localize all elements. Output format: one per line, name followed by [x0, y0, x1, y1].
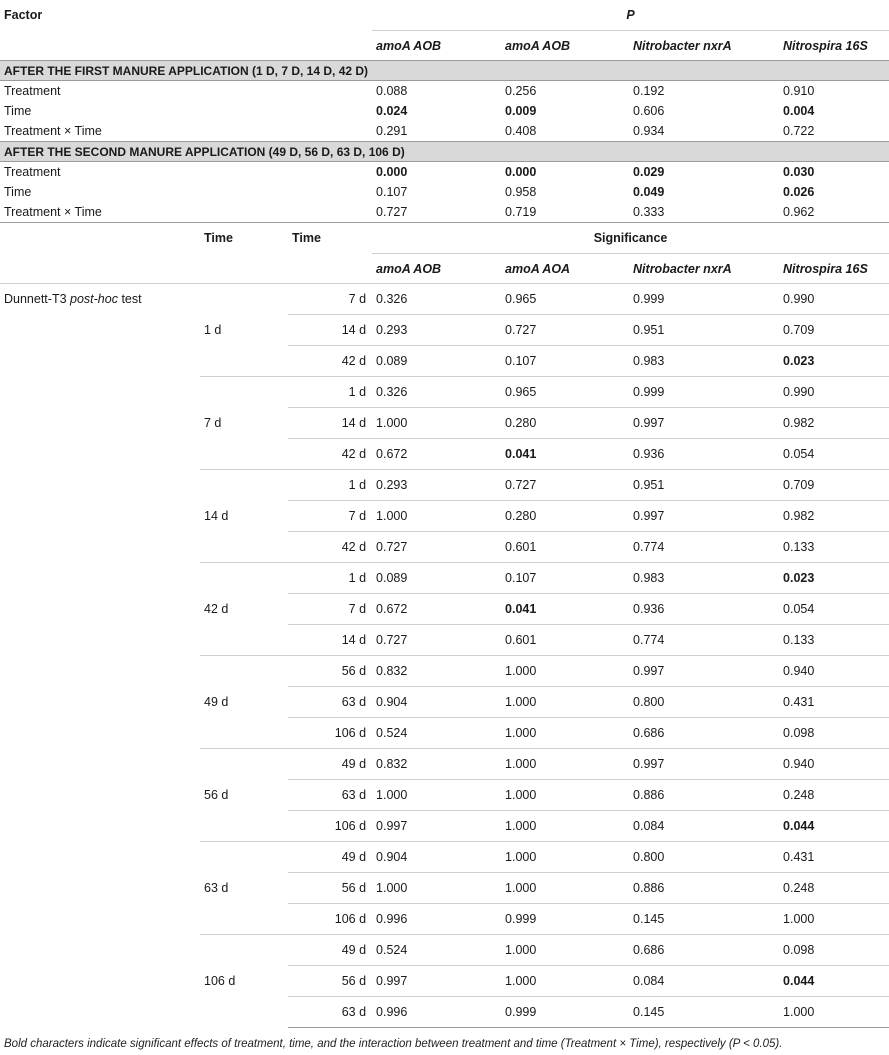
p-value: 0.962 [779, 202, 889, 223]
time-group: 63 d [200, 842, 288, 935]
section-header-row [0, 142, 889, 162]
significance-value: 0.886 [629, 780, 779, 811]
p-header: P [372, 0, 889, 31]
time-compare: 7 d [288, 501, 372, 532]
time-compare: 7 d [288, 594, 372, 625]
significance-value: 0.951 [629, 315, 779, 346]
section-header-row [0, 61, 889, 81]
significance-value: 0.023 [779, 563, 889, 594]
significance-value: 0.023 [779, 346, 889, 377]
significance-value: 0.041 [501, 594, 629, 625]
significance-value: 0.727 [501, 315, 629, 346]
time-compare: 49 d [288, 842, 372, 873]
significance-value: 1.000 [501, 718, 629, 749]
section-title: AFTER THE SECOND MANURE APPLICATION (49 D, 56 D, 63 D, 106 D) [0, 142, 889, 162]
table-row [0, 81, 889, 102]
significance-value: 0.089 [372, 563, 501, 594]
time-compare: 106 d [288, 718, 372, 749]
significance-value: 0.133 [779, 625, 889, 656]
time-compare: 14 d [288, 408, 372, 439]
significance-value: 0.044 [779, 966, 889, 997]
significance-value: 1.000 [501, 780, 629, 811]
p-value: 0.910 [783, 84, 815, 98]
p-value: 0.088 [376, 84, 408, 98]
time-compare: 42 d [288, 532, 372, 563]
significance-value: 1.000 [501, 873, 629, 904]
p-value: 0.192 [633, 84, 665, 98]
p-value: 0.029 [633, 165, 665, 179]
significance-value: 0.997 [372, 966, 501, 997]
time-header: Time [292, 231, 321, 246]
significance-value: 0.326 [372, 377, 501, 408]
significance-value: 0.936 [629, 439, 779, 470]
time-compare: 1 d [288, 470, 372, 501]
p-value: 0.606 [633, 104, 665, 118]
time-group: 42 d [200, 563, 288, 656]
time-compare: 7 d [348, 292, 367, 306]
significance-value: 0.280 [501, 408, 629, 439]
significance-value: 1.000 [779, 997, 889, 1028]
table-footnote: Bold characters indicate significant effects of treatment, time, and the interaction between treatment and time (Treatment × Time), respectively (P < 0.05). [4, 1038, 783, 1050]
posthoc-label-part: test [117, 292, 142, 306]
significance-value: 0.936 [629, 594, 779, 625]
gene-header: amoA AOB [376, 38, 442, 53]
significance-value: 0.965 [505, 292, 537, 306]
significance-value: 0.686 [629, 718, 779, 749]
significance-value: 0.951 [629, 470, 779, 501]
time-group: 1 d [204, 323, 222, 337]
significance-value: 0.999 [629, 377, 779, 408]
time-compare: 1 d [288, 563, 372, 594]
factor-label: Treatment × Time [0, 202, 372, 223]
significance-value: 1.000 [372, 501, 501, 532]
p-value: 0.719 [501, 202, 629, 223]
significance-value: 0.997 [629, 501, 779, 532]
p-value: 0.030 [783, 165, 815, 179]
significance-value: 0.098 [779, 718, 889, 749]
p-value: 0.004 [783, 104, 815, 118]
significance-value: 1.000 [372, 408, 501, 439]
significance-value: 0.999 [501, 904, 629, 935]
significance-value: 0.982 [779, 501, 889, 532]
p-value: 0.408 [505, 124, 537, 138]
significance-value: 0.248 [779, 780, 889, 811]
significance-value: 0.084 [629, 966, 779, 997]
time-group: 106 d [200, 935, 288, 1028]
significance-value: 0.997 [372, 811, 501, 842]
p-value: 0.000 [376, 165, 408, 179]
p-value: 0.026 [783, 185, 815, 199]
gene-header: Nitrospira 16S [779, 254, 889, 284]
factor-label: Treatment × Time [4, 124, 102, 138]
time-compare: 106 d [288, 904, 372, 935]
significance-value: 0.145 [629, 904, 779, 935]
significance-value: 0.672 [372, 594, 501, 625]
significance-value: 0.996 [372, 904, 501, 935]
time-header: Time [204, 231, 233, 246]
significance-value: 1.000 [501, 966, 629, 997]
significance-value: 0.044 [779, 811, 889, 842]
significance-value: 0.280 [501, 501, 629, 532]
significance-value: 0.431 [779, 842, 889, 873]
posthoc-test-label [0, 284, 200, 1028]
significance-value: 0.727 [501, 470, 629, 501]
significance-value: 0.983 [629, 346, 779, 377]
significance-value: 0.990 [779, 377, 889, 408]
table-row [0, 182, 889, 202]
time-compare: 14 d [288, 315, 372, 346]
gene-header: amoA AOB [505, 38, 571, 53]
time-compare: 1 d [288, 377, 372, 408]
time-compare: 56 d [288, 873, 372, 904]
significance-value: 1.000 [501, 935, 629, 966]
significance-value: 0.886 [629, 873, 779, 904]
p-value: 0.000 [505, 165, 537, 179]
significance-value: 0.904 [372, 842, 501, 873]
significance-value: 0.965 [501, 377, 629, 408]
time-compare: 63 d [288, 780, 372, 811]
significance-value: 0.524 [372, 935, 501, 966]
significance-value: 1.000 [372, 873, 501, 904]
significance-value: 0.431 [779, 687, 889, 718]
significance-value: 1.000 [501, 687, 629, 718]
posthoc-header-row [0, 223, 889, 254]
posthoc-label-part: Dunnett-T3 [4, 292, 71, 306]
gene-header-row [0, 254, 889, 284]
factor-header: Factor [4, 8, 43, 23]
significance-value: 0.996 [372, 997, 501, 1028]
significance-value: 1.000 [501, 811, 629, 842]
factor-label: Time [4, 185, 32, 199]
time-compare: 63 d [288, 997, 372, 1028]
significance-value: 0.774 [629, 532, 779, 563]
p-value: 0.727 [372, 202, 501, 223]
significance-value: 0.832 [372, 749, 501, 780]
significance-value: 0.774 [629, 625, 779, 656]
time-compare: 42 d [288, 346, 372, 377]
significance-value: 0.940 [779, 749, 889, 780]
gene-header-row [0, 31, 889, 61]
significance-value: 0.089 [372, 346, 501, 377]
significance-value: 0.940 [779, 656, 889, 687]
table-row [0, 202, 889, 223]
significance-value: 0.041 [501, 439, 629, 470]
time-compare: 49 d [288, 749, 372, 780]
time-compare: 56 d [288, 966, 372, 997]
significance-value: 1.000 [372, 780, 501, 811]
gene-header: Nitrobacter nxrA [629, 254, 779, 284]
time-compare: 14 d [288, 625, 372, 656]
time-compare: 56 d [288, 656, 372, 687]
p-value: 0.049 [633, 185, 665, 199]
time-group: 14 d [200, 470, 288, 563]
significance-value: 0.999 [501, 997, 629, 1028]
significance-value: 0.983 [629, 563, 779, 594]
time-compare: 63 d [288, 687, 372, 718]
significance-value: 0.709 [779, 470, 889, 501]
significance-value: 0.997 [629, 656, 779, 687]
significance-value: 0.727 [372, 532, 501, 563]
significance-value: 0.107 [501, 346, 629, 377]
significance-value: 1.000 [779, 904, 889, 935]
factor-label: Treatment [4, 165, 61, 179]
time-compare: 49 d [288, 935, 372, 966]
table-row [0, 101, 889, 121]
significance-value: 0.982 [779, 408, 889, 439]
blank-cell [0, 31, 372, 61]
significance-value: 0.293 [372, 470, 501, 501]
p-value: 0.107 [376, 185, 408, 199]
gene-header: Nitrobacter nxrA [633, 38, 732, 53]
significance-value: 0.084 [629, 811, 779, 842]
gene-header: amoA AOB [372, 254, 501, 284]
significance-value: 0.107 [501, 563, 629, 594]
significance-value: 1.000 [501, 842, 629, 873]
p-value: 0.722 [783, 124, 815, 138]
significance-value: 0.904 [372, 687, 501, 718]
p-value: 0.958 [505, 185, 537, 199]
significance-value: 0.999 [633, 292, 665, 306]
significance-value: 0.800 [629, 842, 779, 873]
header-row [0, 0, 889, 31]
significance-value: 0.054 [779, 594, 889, 625]
significance-value: 0.990 [783, 292, 815, 306]
significance-value: 0.997 [629, 749, 779, 780]
p-value: 0.333 [629, 202, 779, 223]
significance-value: 0.800 [629, 687, 779, 718]
significance-value: 0.832 [372, 656, 501, 687]
time-compare: 106 d [288, 811, 372, 842]
significance-value: 1.000 [501, 749, 629, 780]
time-compare: 42 d [288, 439, 372, 470]
time-group: 7 d [200, 377, 288, 470]
factor-label: Treatment [4, 84, 61, 98]
significance-value: 0.686 [629, 935, 779, 966]
gene-header: Nitrospira 16S [783, 38, 868, 53]
blank-cell [0, 254, 372, 284]
time-group: 56 d [200, 749, 288, 842]
significance-value: 1.000 [501, 656, 629, 687]
significance-value: 0.133 [779, 532, 889, 563]
table-row [0, 284, 889, 315]
p-value: 0.009 [505, 104, 537, 118]
table-row [0, 121, 889, 142]
blank-cell [0, 223, 200, 254]
significance-value: 0.672 [372, 439, 501, 470]
p-value: 0.934 [633, 124, 665, 138]
significance-value: 0.524 [372, 718, 501, 749]
significance-value: 0.997 [629, 408, 779, 439]
significance-value: 0.601 [501, 625, 629, 656]
time-group: 49 d [200, 656, 288, 749]
p-value: 0.291 [376, 124, 408, 138]
factor-label: Time [4, 104, 32, 118]
significance-value: 0.054 [779, 439, 889, 470]
significance-value: 0.727 [372, 625, 501, 656]
significance-value: 0.293 [372, 315, 501, 346]
section-title: AFTER THE FIRST MANURE APPLICATION (1 D, 7 D, 14 D, 42 D) [0, 61, 889, 81]
significance-value: 0.098 [779, 935, 889, 966]
p-value: 0.024 [376, 104, 408, 118]
posthoc-label-part: post-hoc [70, 292, 118, 306]
table-row [0, 162, 889, 183]
significance-value: 0.248 [779, 873, 889, 904]
significance-value: 0.601 [501, 532, 629, 563]
significance-header: Significance [372, 223, 889, 254]
gene-header: amoA AOA [501, 254, 629, 284]
p-value: 0.256 [505, 84, 537, 98]
significance-value: 0.326 [376, 292, 408, 306]
significance-value: 0.145 [629, 997, 779, 1028]
significance-value: 0.709 [779, 315, 889, 346]
